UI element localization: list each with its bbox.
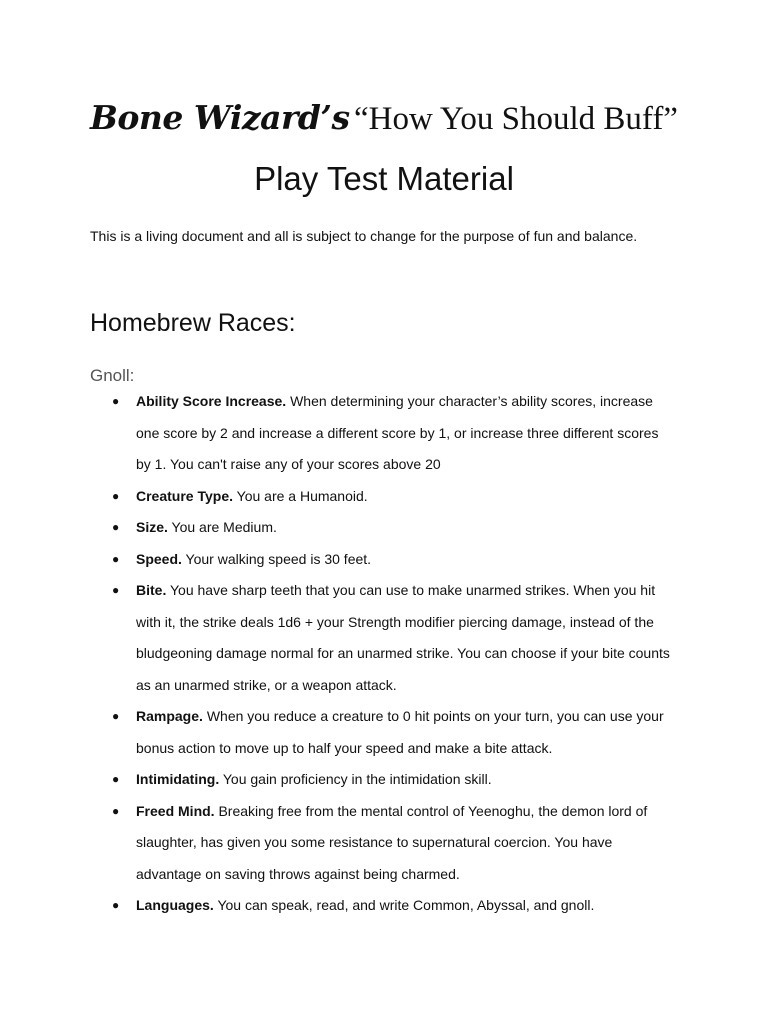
bullet-icon: ●: [112, 898, 120, 912]
trait-text: Breaking free from the mental control of Yeenoghu, the demon lord of slaughter, has given you some resistance to supernatural coercion. You have advantage on saving throws against being charmed.: [136, 802, 648, 882]
bullet-icon: ●: [112, 488, 120, 503]
brand-name: Bone Wizard’s: [90, 98, 350, 137]
trait-text: You gain proficiency in the intimidation skill.: [222, 771, 492, 787]
trait-bite: [112, 575, 676, 701]
trait-name: Intimidating.: [136, 771, 220, 787]
trait-name: Rampage.: [136, 708, 203, 724]
trait-intimidating: [112, 764, 676, 796]
trait-text: When determining your character’s ability scores, increase one score by 2 and increase a different score by 1, or increase three different scores by 1. You can't raise any of your scores above 20: [136, 393, 659, 472]
trait-text: You are Medium.: [171, 519, 277, 535]
section-heading: Homebrew Races:: [90, 309, 296, 337]
trait-languages: [112, 890, 676, 922]
bullet-icon: ●: [112, 551, 120, 566]
trait-text: You have sharp teeth that you can use to make unarmed strikes. When you hit with it, the strike deals 1d6 + your Strength modifier piercing damage, instead of the bludgeoning damage normal for an unarmed strike. You can choose if your bite counts as an unarmed strike, or a weapon attack.: [136, 582, 670, 693]
trait-text: When you reduce a creature to 0 hit points on your turn, you can use your bonus action to move up to half your speed and make a bite attack.: [136, 708, 664, 756]
trait-list: [112, 386, 676, 922]
trait-name: Speed.: [136, 550, 182, 567]
bullet-icon: ●: [112, 394, 120, 408]
title-text: “How You Should Buff”: [354, 101, 678, 137]
document-title: [0, 98, 768, 138]
trait-name: Freed Mind.: [136, 802, 215, 819]
bullet-icon: ●: [112, 803, 120, 818]
trait-text: You are a Humanoid.: [236, 487, 368, 504]
trait-name: Bite.: [136, 582, 167, 598]
trait-text: You can speak, read, and write Common, Abyssal, and gnoll.: [217, 897, 595, 913]
trait-speed: [112, 544, 676, 576]
trait-size: [112, 512, 676, 544]
bullet-icon: ●: [112, 520, 120, 534]
race-subheading: Gnoll:: [90, 366, 135, 385]
trait-name: Creature Type.: [136, 487, 233, 504]
trait-name: Size.: [136, 519, 168, 535]
trait-name: Languages.: [136, 897, 214, 913]
trait-freed-mind: [112, 796, 676, 891]
trait-name: Ability Score Increase.: [136, 393, 287, 409]
bullet-icon: ●: [112, 772, 120, 786]
bullet-icon: ●: [112, 583, 120, 597]
bullet-icon: ●: [112, 709, 120, 723]
trait-rampage: [112, 701, 676, 764]
trait-ability-score-increase: [112, 386, 676, 481]
intro-paragraph: This is a living document and all is subject to change for the purpose of fun and balance.: [90, 228, 638, 244]
trait-text: Your walking speed is 30 feet.: [185, 550, 372, 567]
trait-creature-type: [112, 481, 676, 513]
document-subtitle: Play Test Material: [254, 160, 514, 197]
